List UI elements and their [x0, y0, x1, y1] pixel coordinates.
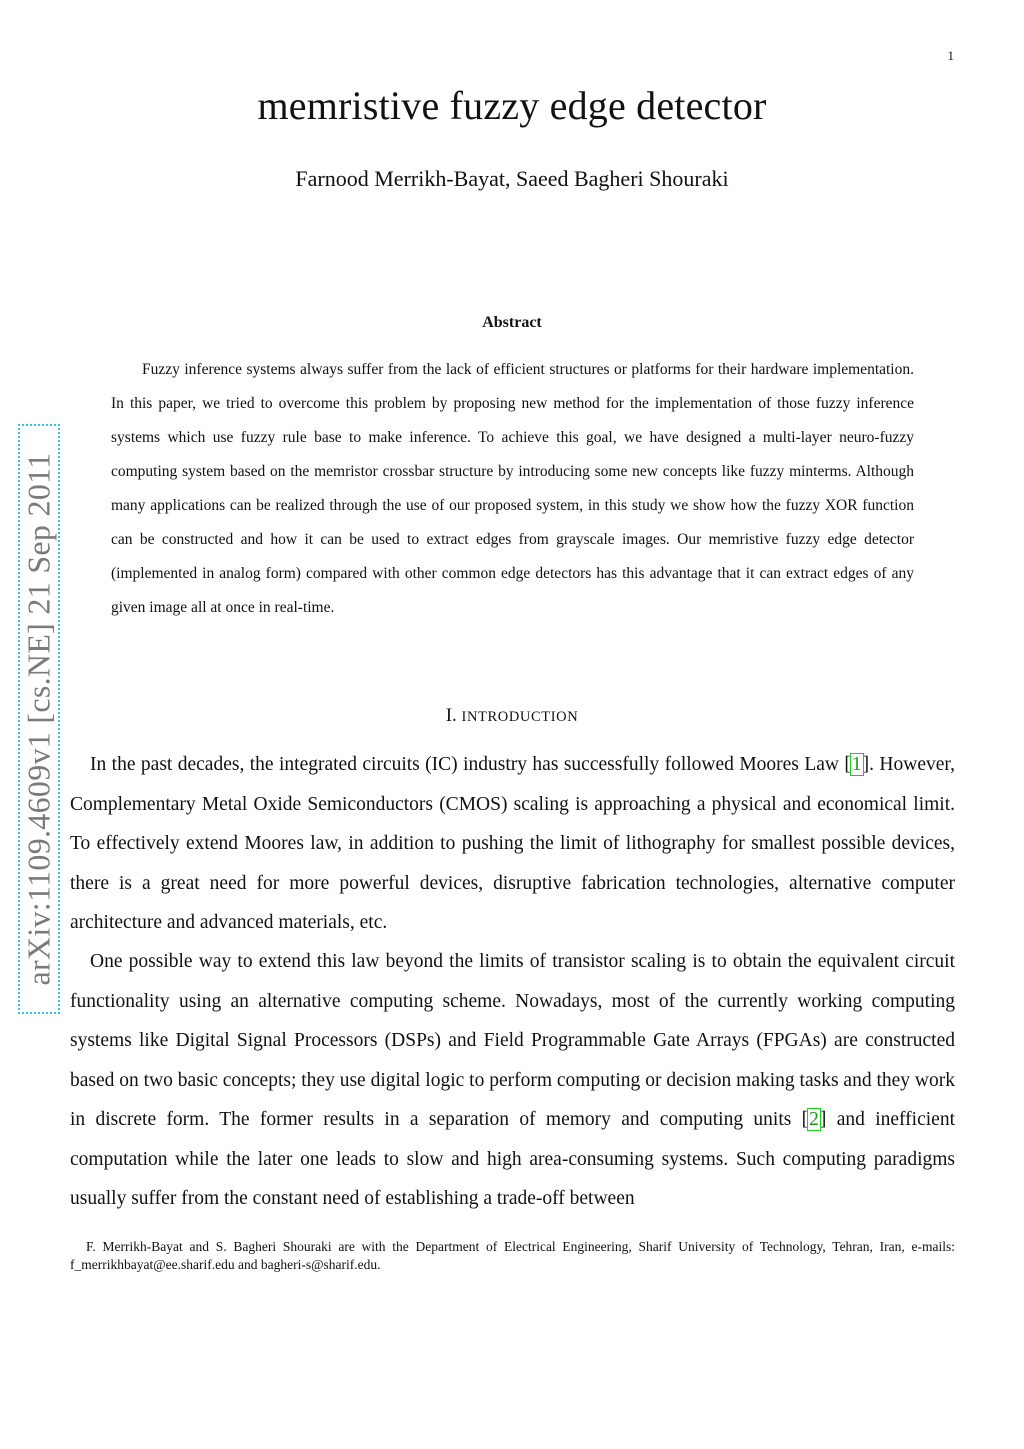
citation-link-1[interactable]: [1] — [844, 754, 870, 775]
paragraph-text: One possible way to extend this law beyond the limits of transistor scaling is to obtain the equivalent circuit functionality using an alternative computing scheme. Nowadays, most of the currently working computing systems like Digital Signal Processors (DSPs) and Field Programmable Gate Arrays (FPGAs) are constructed based on two basic concepts; they use digital logic to perform computing or decision making tasks and they work in discrete form. The former results in a separation of memory and computing units — [70, 951, 955, 1130]
abstract-text: Fuzzy inference systems always suffer from the lack of efficient structures or platforms for their hardware implementation. In this paper, we tried to overcome this problem by proposing new method for the implementation of those fuzzy inference systems which use fuzzy rule base to make inference. To achieve this goal, we have designed a multi-layer neuro-fuzzy computing system based on the memristor crossbar structure by introducing some new concepts like fuzzy minterms. Although many applications can be realized through the use of our proposed system, in this study we show how the fuzzy XOR function can be constructed and how it can be used to extract edges from grayscale images. Our memristive fuzzy edge detector (implemented in analog form) compared with other common edge detectors has this advantage that it can extract edges of any given image all at once in real-time. — [111, 361, 914, 616]
paragraph-text: . However, Complementary Metal Oxide Semiconductors (CMOS) scaling is approaching a physical and economical limit. To effectively extend Moores law, in addition to pushing the limit of lithography for smallest possible devices, there is a great need for more powerful devices, disruptive fabrication technologies, alternative computer architecture and advanced materials, etc. — [70, 754, 955, 933]
author-affiliation-footnote: F. Merrikh-Bayat and S. Bagheri Shouraki are with the Department of Electrical Engineering, Sharif University of Technology, Tehran, Iran, e-mails: f_merrikhbayat@ee.sharif.edu and bagheri-s@sharif.edu. — [70, 1239, 955, 1272]
citation-number: 2 — [809, 1109, 819, 1130]
arxiv-identifier-text: arXiv:1109.4609v1 [cs.NE] 21 Sep 2011 — [20, 452, 57, 986]
abstract-heading: Abstract — [482, 314, 542, 331]
paragraph-text: and inefficient computation while the later one leads to slow and high area-consuming systems. Such computing paradigms usually suffer from the constant need of establishing a trade-off between — [70, 1109, 955, 1209]
paragraph-text: In the past decades, the integrated circuits (IC) industry has successfully followed Moores Law — [90, 754, 845, 775]
section-heading-introduction — [0, 705, 1024, 727]
section-number: I. — [445, 705, 457, 726]
citation-number: 1 — [851, 754, 862, 775]
citation-link-2[interactable]: [2] — [801, 1109, 827, 1130]
section-title: INTRODUCTION — [461, 709, 579, 725]
intro-paragraph-2 — [70, 942, 955, 1219]
paper-authors: Farnood Merrikh-Bayat, Saeed Bagheri Shouraki — [295, 166, 729, 191]
paper-title: memristive fuzzy edge detector — [257, 83, 767, 128]
intro-paragraph-1 — [70, 745, 955, 943]
page-number: 1 — [947, 48, 954, 63]
